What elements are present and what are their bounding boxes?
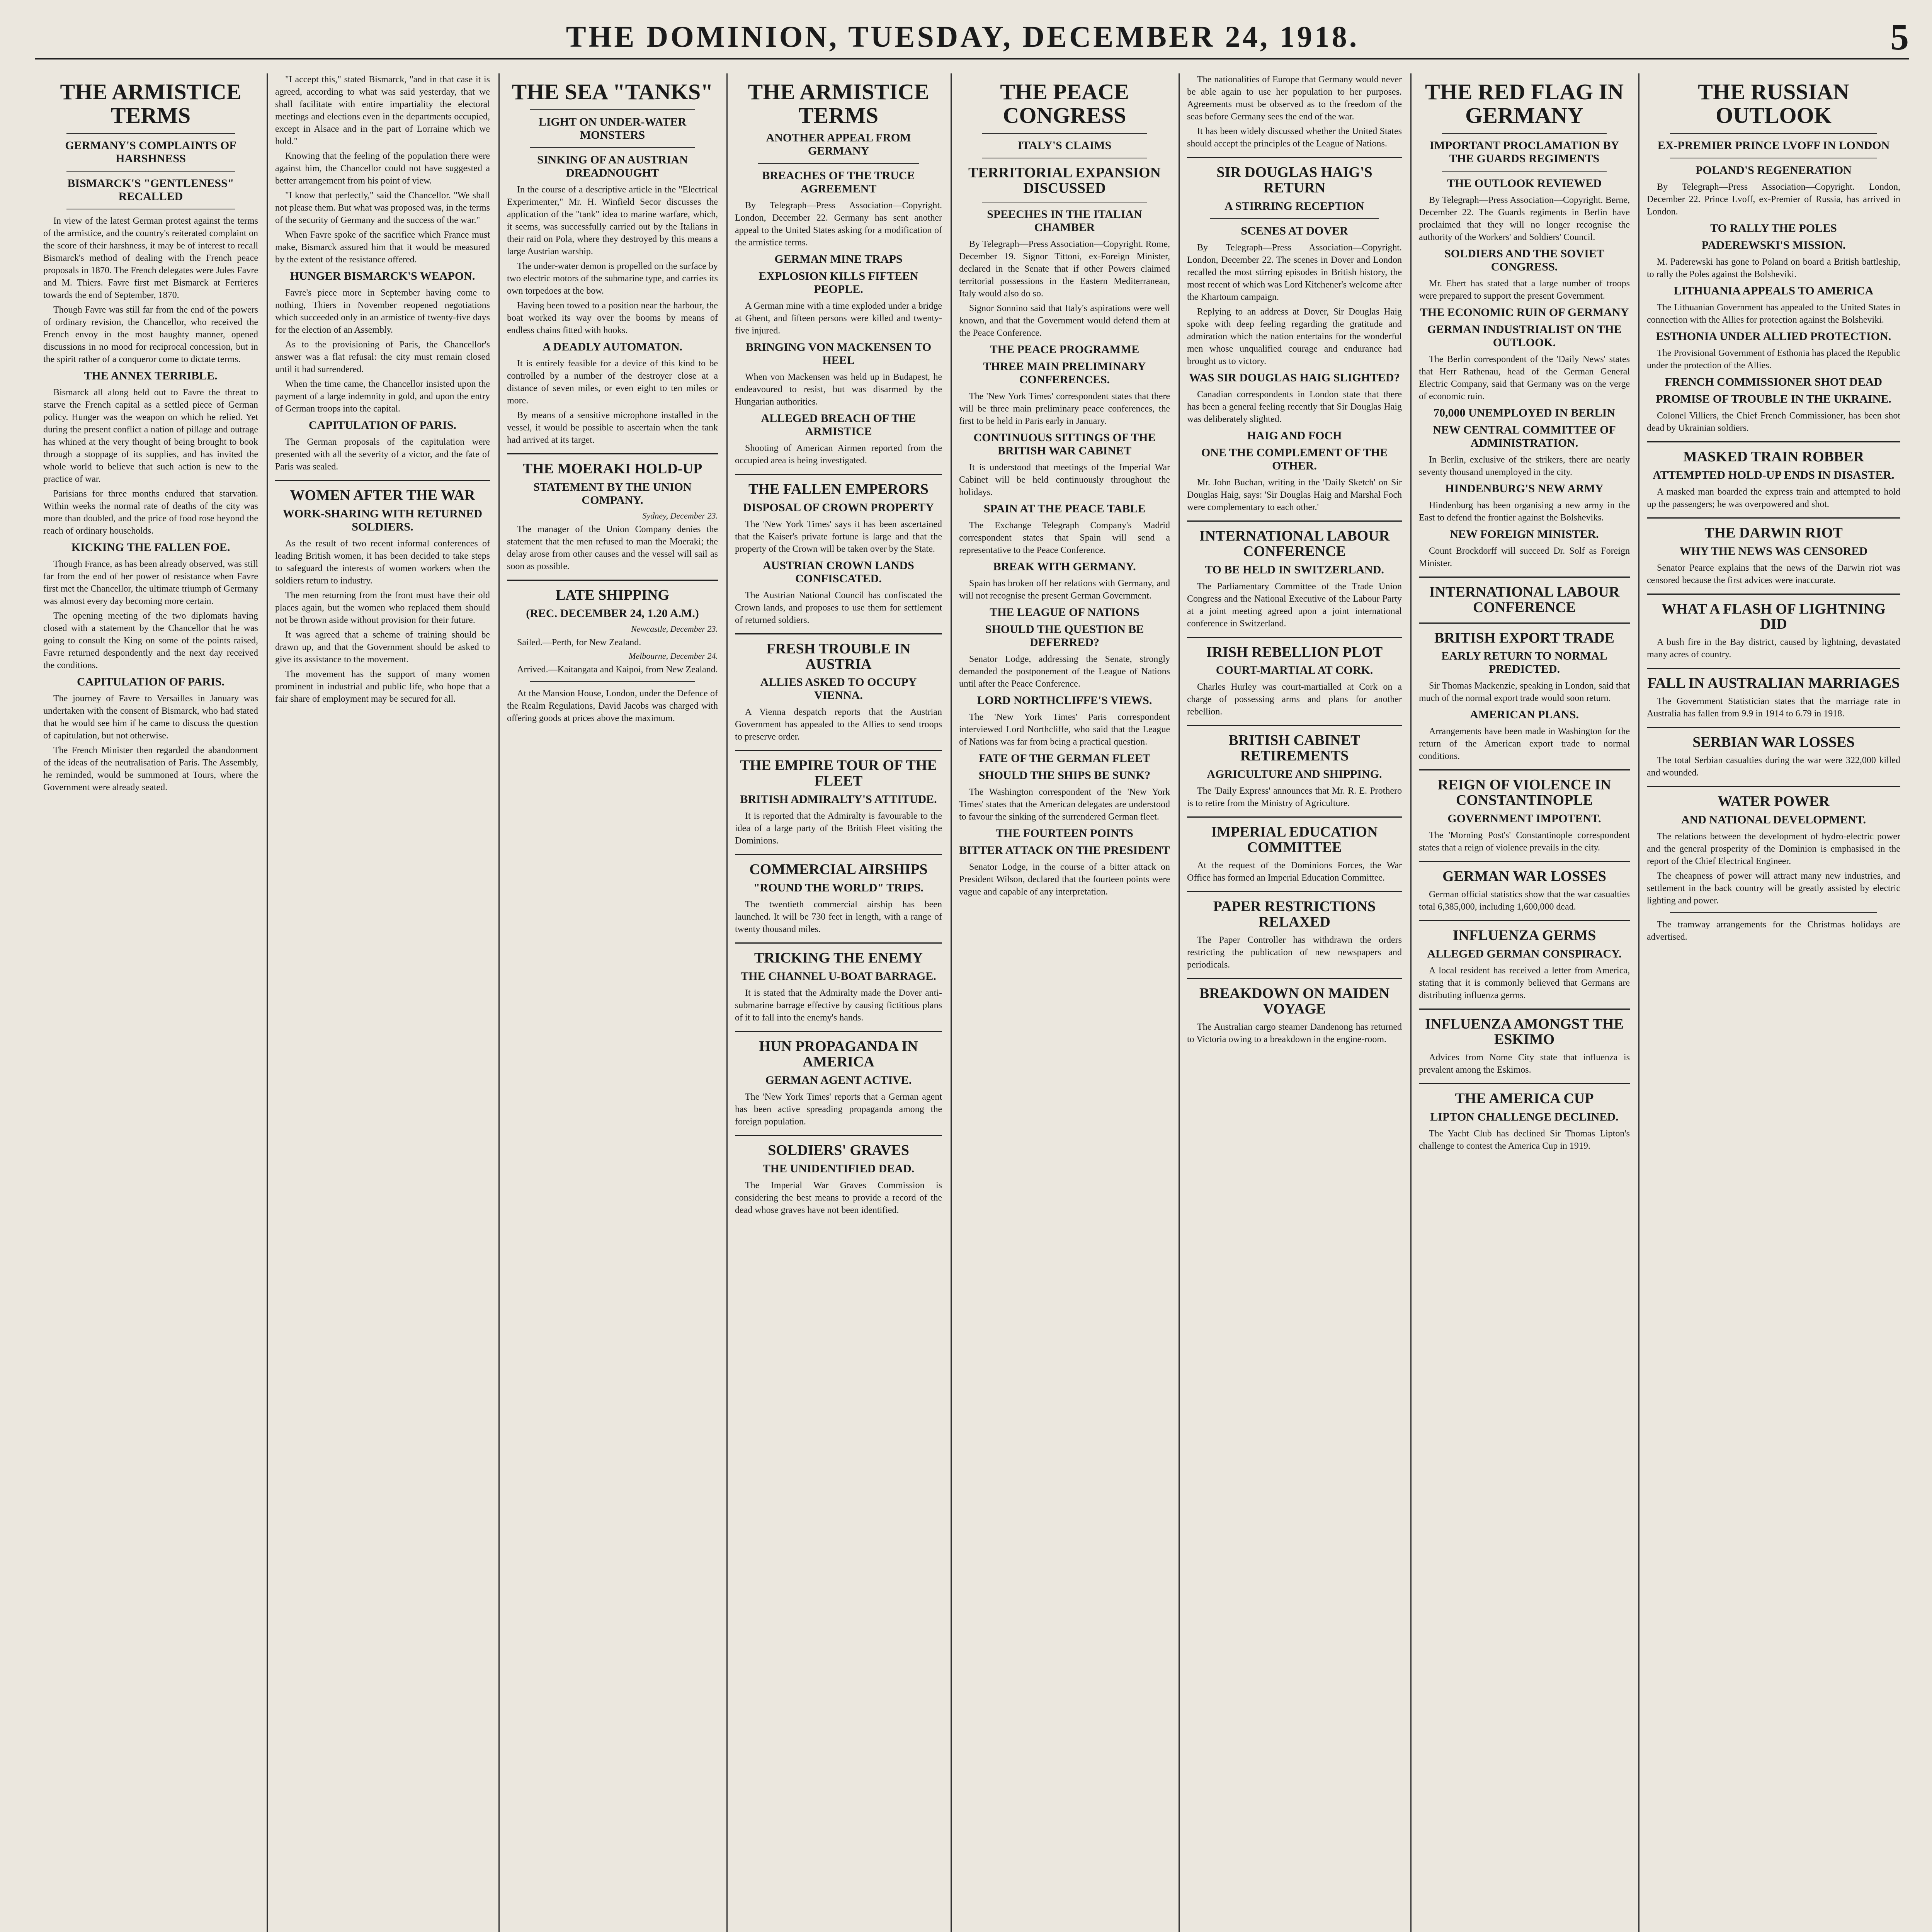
headline: BRITISH CABINET RETIREMENTS (1228, 732, 1361, 764)
paragraph: The manager of the Union Company denies the statement that the men refused to man the Moeraki; the delay arose from other causes and the vessel will sail as soon as possible. (507, 524, 718, 571)
section-heading: ESTHONIA UNDER ALLIED PROTECTION. (1656, 330, 1891, 343)
paragraph: In view of the latest German protest against the terms of the armistice, and the country's reiterated complaint on the score of their harshness, it may be of interest to recall Bismarck's method of dealing with the French peace proposals in 1870. The French delegates were Jules Favre and M. Thiers. Favre first met Bismarck at Ferrieres towards the end of September, 1870. (43, 216, 258, 300)
headline: THE RED FLAG IN GERMANY (1425, 79, 1624, 128)
headline: BRITISH EXPORT TRADE (1434, 629, 1615, 646)
paragraph: Though France, as has been already observed, was still far from the end of her power of resistance when Favre first met the Chancellor, the ultimate triumph of Germany was almost every day becoming more certain. (43, 559, 258, 606)
divider (735, 750, 942, 751)
paragraph: The 'New York Times' correspondent states that there will be three main preliminary peace conferences, the first to be held in Paris early in January. (959, 391, 1170, 426)
section-subheading: SHOULD THE SHIPS BE SUNK? (978, 769, 1151, 782)
subheadline: TO BE HELD IN SWITZERLAND. (1205, 563, 1384, 576)
divider (530, 147, 695, 148)
paragraph: The Paper Controller has withdrawn the orders restricting the publication of new newspapers and periodicals. (1187, 935, 1402, 970)
section-subheading: THREE MAIN PRELIMINARY CONFERENCES. (983, 360, 1146, 386)
headline: HUN PROPAGANDA IN AMERICA (759, 1038, 918, 1070)
headline: INFLUENZA AMONGST THE ESKIMO (1425, 1016, 1624, 1048)
headline: WHAT A FLASH OF LIGHTNING DID (1662, 600, 1886, 633)
divider (1647, 786, 1900, 787)
paragraph: The movement has the support of many women prominent in industrial and public life, who hope that a fair share of employment may be secured for all. (275, 669, 490, 704)
subheadline: ALLEGED GERMAN CONSPIRACY. (1427, 947, 1622, 961)
paragraph: The relations between the development of hydro-electric power and the general prosperity of the Dominion is emphasised in the report of the Chief Electrical Engineer. (1647, 832, 1900, 867)
paragraph: The German proposals of the capitulation were presented with all the severity of a victor, and the fate of Paris was sealed. (275, 437, 490, 472)
paragraph: Colonel Villiers, the Chief French Commissioner, has been shot dead by Ukrainian soldiers. (1647, 410, 1900, 433)
paragraph: Senator Lodge, addressing the Senate, strongly demanded the postponement of the League of Nations until after the Peace Conference. (959, 654, 1170, 689)
paragraph: At the Mansion House, London, under the Defence of the Realm Regulations, David Jacobs was charged with offering goods at prices above the maximum. (507, 688, 718, 723)
headline: GERMAN WAR LOSSES (1442, 868, 1606, 885)
section-heading: KICKING THE FALLEN FOE. (71, 541, 230, 554)
subheadline: THE CHANNEL U-BOAT BARRAGE. (741, 970, 936, 983)
paragraph: The opening meeting of the two diplomats having closed with a statement by the Chancellor that he was going to consult the King on some of the points raised, Favre returned despondently and the next day received the conditions. (43, 611, 258, 670)
subheadline: BREACHES OF THE TRUCE AGREEMENT (762, 169, 915, 195)
section-heading: SOLDIERS AND THE SOVIET CONGRESS. (1444, 247, 1604, 273)
section-heading: FRENCH COMMISSIONER SHOT DEAD (1665, 375, 1883, 388)
headline: THE ARMISTICE TERMS (60, 79, 242, 128)
section-subheading: EXPLOSION KILLS FIFTEEN PEOPLE. (759, 269, 918, 296)
divider (1647, 441, 1900, 442)
subheadline: EX-PREMIER PRINCE LVOFF IN LONDON (1657, 139, 1890, 152)
divider (66, 171, 235, 172)
paragraph: As to the provisioning of Paris, the Chancellor's answer was a flat refusal: the city must remain closed until it had surrendered. (275, 340, 490, 374)
paragraph: The Yacht Club has declined Sir Thomas Lipton's challenge to contest the America Cup in 1919. (1419, 1128, 1630, 1151)
divider (1670, 912, 1877, 913)
paragraph: By Telegraph—Press Association—Copyright. London, December 22. The scenes in Dover and London recalled the most stirring episodes in British history, the most recent of which was Lord Kitchener's welcome after the Khartoum campaign. (1187, 242, 1402, 302)
paragraph: Sir Thomas Mackenzie, speaking in London, said that much of the normal export trade would soon return. (1419, 681, 1630, 704)
paragraph: The journey of Favre to Versailles in January was undertaken with the consent of Bismarck, who had stated that he would see him if he came to discuss the question of capitulation, but not otherwise. (43, 693, 258, 741)
divider (735, 633, 942, 634)
headline: WOMEN AFTER THE WAR (290, 487, 475, 503)
section-heading: HUNGER BISMARCK'S WEAPON. (290, 270, 475, 282)
subheadline: (REC. DECEMBER 24, 1.20 A.M.) (526, 607, 699, 620)
headline: THE ARMISTICE TERMS (748, 79, 929, 128)
section-heading: CAPITULATION OF PARIS. (77, 675, 224, 688)
divider (758, 163, 919, 164)
paragraph: Replying to an address at Dover, Sir Douglas Haig spoke with deep feeling regarding the gratitude and admiration which the nation entertains for the wonderful men whose unqualified courage and endurance had brought us to victory. (1187, 306, 1402, 366)
paragraph: When the time came, the Chancellor insisted upon the payment of a large indemnity in gold, and upon the entry of German troops into the capital. (275, 379, 490, 414)
paragraph: German official statistics show that the war casualties total 6,385,000, including 1,600,000 dead. (1419, 889, 1630, 912)
paragraph: Signor Sonnino said that Italy's aspirations were well known, and that the Government would defend them at the Peace Conference. (959, 303, 1170, 338)
paragraph: The 'New York Times' Paris correspondent interviewed Lord Northcliffe, who said that the League of Nations was far from being a practical question. (959, 712, 1170, 747)
paragraph: Charles Hurley was court-martialled at Cork on a charge of possessing arms and plans for another rebellion. (1187, 682, 1402, 717)
paragraph: A masked man boarded the express train and attempted to hold up the passengers; he was overpowered and shot. (1647, 486, 1900, 509)
section-subheading: GERMAN INDUSTRIALIST ON THE OUTLOOK. (1427, 323, 1622, 349)
subheadline: ITALY'S CLAIMS (1017, 139, 1112, 152)
paragraph: The Lithuanian Government has appealed to the United States in connection with the Allies for protection against the Bolsheviki. (1647, 302, 1900, 325)
masthead-title: THE DOMINION, TUESDAY, DECEMBER 24, 1918. (566, 20, 1359, 53)
headline: SIR DOUGLAS HAIG'S RETURN (1216, 164, 1372, 196)
subheadline: ATTEMPTED HOLD-UP ENDS IN DISASTER. (1653, 468, 1895, 481)
divider (1419, 920, 1630, 921)
section-heading: FATE OF THE GERMAN FLEET (979, 752, 1150, 765)
paragraph: The Provisional Government of Esthonia has placed the Republic under the protection of the Allies. (1647, 348, 1900, 371)
section-heading: LORD NORTHCLIFFE'S VIEWS. (977, 694, 1152, 707)
subheadline: LIGHT ON UNDER-WATER MONSTERS (538, 115, 687, 141)
divider (735, 854, 942, 855)
headline: THE DARWIN RIOT (1704, 524, 1843, 541)
paragraph: The Parliamentary Committee of the Trade Union Congress and the National Executive of the Labour Party at a joint meeting agreed upon a joint international conference in Switzerland. (1187, 581, 1402, 629)
paragraph: The 'Morning Post's' Constantinople correspondent states that a reign of violence prevails in the city. (1419, 830, 1630, 853)
paragraph: The Austrian National Council has confiscated the Crown lands, and proposes to use them for settlement of returned soldiers. (735, 590, 942, 625)
paragraph: It is entirely feasible for a device of this kind to be controlled by a number of the destroyer close at a distance of seven miles, or even eight to ten miles or more. (507, 358, 718, 406)
headline: BREAKDOWN ON MAIDEN VOYAGE (1199, 985, 1389, 1017)
headline: IRISH REBELLION PLOT (1206, 644, 1383, 660)
section-heading: GERMAN MINE TRAPS (774, 252, 903, 265)
subheadline: GOVERNMENT IMPOTENT. (1447, 812, 1601, 825)
paragraph: In Berlin, exclusive of the strikers, there are nearly seventy thousand unemployed in the city. (1419, 454, 1630, 477)
paragraph: "I know that perfectly," said the Chancellor. "We shall not please them. But what was proposed was, in the terms of the security of Germany and the success of the war." (275, 190, 490, 225)
paragraph: Mr. John Buchan, writing in the 'Daily Sketch' on Sir Douglas Haig, says: 'Sir Douglas Haig and Marshal Foch were complementary to each other.' (1187, 477, 1402, 512)
paragraph: Advices from Nome City state that influenza is prevalent among the Eskimos. (1419, 1052, 1630, 1075)
section-subheading: PADEREWSKI'S MISSION. (1701, 238, 1846, 252)
paragraph: When Favre spoke of the sacrifice which France must make, Bismarck assured him that it would be measured by the extent of the resistance offered. (275, 230, 490, 265)
headline: SERBIAN WAR LOSSES (1692, 734, 1855, 751)
headline: THE MOERAKI HOLD-UP (522, 460, 702, 477)
subheadline: THE UNIDENTIFIED DEAD. (762, 1162, 915, 1175)
paragraph: Favre's piece more in September having come to nothing, Thiers in November reopened negotiations which succeeded only in an armistice of twenty-five days for the election of an Assembly. (275, 288, 490, 335)
paragraph: Having been towed to a position near the harbour, the boat worked its way over the booms by means of endless chains fitted with hooks. (507, 300, 718, 335)
paragraph: It has been widely discussed whether the United States should accept the principles of the League of Nations. (1187, 126, 1402, 149)
divider (1647, 517, 1900, 519)
divider (1419, 769, 1630, 770)
paragraph: It is reported that the Admiralty is favourable to the idea of a large party of the British Fleet visiting the Dominions. (735, 811, 942, 846)
subheadline: ANOTHER APPEAL FROM GERMANY (766, 131, 911, 157)
paragraph: A German mine with a time exploded under a bridge at Ghent, and fifteen persons were killed and twenty-five injured. (735, 301, 942, 336)
divider (1187, 978, 1402, 979)
divider (507, 453, 718, 454)
headline: THE PEACE CONGRESS (1000, 79, 1129, 128)
section-heading: THE PEACE PROGRAMME (990, 343, 1139, 356)
headline: PAPER RESTRICTIONS RELAXED (1213, 898, 1376, 930)
paragraph: The under-water demon is propelled on the surface by two electric motors of the submarine type, and carries its own torpedoes at the bow. (507, 261, 718, 296)
subheadline: A STIRRING RECEPTION (1225, 199, 1364, 213)
divider (1442, 171, 1607, 172)
section-heading: THE FOURTEEN POINTS (996, 827, 1133, 840)
column-3 (498, 73, 726, 1932)
headline: LATE SHIPPING (556, 587, 669, 603)
paragraph: The cheapness of power will attract many new industries, and settlement in the back country will be greatly assisted by electric lighting and power. (1647, 871, 1900, 906)
headline: THE FALLEN EMPERORS (748, 481, 929, 497)
paragraph: Spain has broken off her relations with Germany, and will not recognise the present German Government. (959, 578, 1170, 601)
subheadline: POLAND'S REGENERATION (1696, 163, 1852, 177)
paragraph: The tramway arrangements for the Christmas holidays are advertised. (1647, 920, 1900, 942)
divider (1187, 520, 1402, 522)
paragraph: Canadian correspondents in London state that there has been a general feeling recently that Sir Douglas Haig was deliberately slighted. (1187, 389, 1402, 424)
paragraph: The twentieth commercial airship has been launched. It will be 730 feet in length, with a range of twenty thousand miles. (735, 900, 942, 935)
column-7 (1410, 73, 1638, 1932)
subheadline: GERMAN AGENT ACTIVE. (765, 1073, 912, 1087)
headline: FRESH TROUBLE IN AUSTRIA (766, 640, 911, 672)
paragraph: The 'Daily Express' announces that Mr. R. E. Prothero is to retire from the Ministry of Agriculture. (1187, 786, 1402, 809)
paragraph: The men returning from the front must have their old places again, but the women who replaced them should not be thrown aside without provision for their future. (275, 590, 490, 625)
column-8 (1638, 73, 1909, 1932)
paragraph: By Telegraph—Press Association—Copyright. London, December 22. Germany has sent another appeal to the United States asking for a modification of the armistice terms. (735, 200, 942, 248)
section-heading: TO RALLY THE POLES (1710, 221, 1837, 235)
paragraph: Arrangements have been made in Washington for the return of the American export trade to normal conditions. (1419, 726, 1630, 762)
subheadline: WORK-SHARING WITH RETURNED SOLDIERS. (282, 507, 483, 533)
paragraph: Senator Lodge, in the course of a bitter attack on President Wilson, declared that the fourteen points were vague and capable of any interpretation. (959, 862, 1170, 897)
section-heading: ALLEGED BREACH OF THE ARMISTICE (761, 412, 916, 438)
paragraph: Hindenburg has been organising a new army in the East to defend the frontier against the Bolsheviks. (1419, 500, 1630, 523)
divider (1670, 133, 1877, 134)
divider (530, 681, 695, 682)
subheadline: ALLIES ASKED TO OCCUPY VIENNA. (760, 676, 917, 702)
paragraph: By Telegraph—Press Association—Copyright. London, December 22. Prince Lvoff, ex-Premier of Russia, has arrived in London. (1647, 182, 1900, 217)
divider (530, 109, 695, 110)
paragraph: A Vienna despatch reports that the Austrian Government has appealed to the Allies to send troops to preserve order. (735, 707, 942, 742)
paragraph: "I accept this," stated Bismarck, "and in that case it is agreed, according to what was said yesterday, that we shall facilitate with entire impartiality the electoral meetings and elections even in the departments occupied, except in Alsace and in the part of Lorraine which we hold." (275, 75, 490, 146)
divider (1187, 891, 1402, 892)
subheadline: AND NATIONAL DEVELOPMENT. (1681, 813, 1866, 827)
paragraph: The Exchange Telegraph Company's Madrid correspondent states that Spain will send a representative to the Peace Conference. (959, 520, 1170, 555)
headline: INTERNATIONAL LABOUR CONFERENCE (1199, 527, 1390, 560)
section-heading: CONTINUOUS SITTINGS OF THE BRITISH WAR CABINET (973, 431, 1156, 457)
paragraph: When von Mackensen was held up in Budapest, he endeavoured to resist, but was disarmed by the Hungarian authorities. (735, 372, 942, 407)
paragraph: It is stated that the Admiralty made the Dover anti-submarine barrage effective by causing fictitious plans of it to fall into the enemy's hands. (735, 988, 942, 1023)
section-heading: BRINGING VON MACKENSEN TO HEEL (745, 340, 932, 367)
subheadline: TERRITORIAL EXPANSION DISCUSSED (968, 164, 1161, 196)
divider (1187, 725, 1402, 726)
subheadline: SINKING OF AN AUSTRIAN DREADNOUGHT (537, 153, 688, 179)
dateline: Sydney, December 23. (642, 510, 718, 520)
subheadline: LIPTON CHALLENGE DECLINED. (1430, 1110, 1619, 1123)
divider (1647, 727, 1900, 728)
section-heading: CAPITULATION OF PARIS. (309, 419, 456, 432)
section-heading: HAIG AND FOCH (1247, 429, 1342, 442)
headline: REIGN OF VIOLENCE IN CONSTANTINOPLE (1437, 777, 1611, 809)
divider (1187, 816, 1402, 818)
section-heading: WAS SIR DOUGLAS HAIG SLIGHTED? (1189, 371, 1400, 384)
paragraph: The Berlin correspondent of the 'Daily News' states that Herr Rathenau, head of the German General Electric Company, said that Germany was on the verge of economic ruin. (1419, 354, 1630, 401)
section-heading: LITHUANIA APPEALS TO AMERICA (1673, 284, 1874, 297)
headline: MASKED TRAIN ROBBER (1683, 448, 1864, 465)
paragraph: In the course of a descriptive article in the "Electrical Experimenter," Mr. H. Winfield Secor discusses the application of the "tank" idea to marine warfare, which, it seems, was successfully carried out by the Italians in their raid on Pola, where they destroyed by this means a large Austrian warship. (507, 184, 718, 257)
paragraph: By means of a sensitive microphone installed in the vessel, it would be possible to ascertain when the tank had arrived at its target. (507, 410, 718, 445)
subheadline: IMPORTANT PROCLAMATION BY THE GUARDS REGIMENTS (1429, 139, 1619, 165)
section-subheading: ONE THE COMPLEMENT OF THE OTHER. (1201, 446, 1388, 472)
divider (66, 133, 235, 134)
subheadline: COURT-MARTIAL AT CORK. (1216, 664, 1373, 677)
subheadline: AGRICULTURE AND SHIPPING. (1207, 768, 1382, 781)
divider (735, 1135, 942, 1136)
section-subheading: SHOULD THE QUESTION BE DEFERRED? (985, 622, 1144, 649)
subheadline: "ROUND THE WORLD" TRIPS. (753, 881, 924, 895)
paragraph: The French Minister then regarded the abandonment of the ideas of the neutralisation of Paris. The Assembly, he reminded, would be summoned at Tours, where the Government were already seated. (43, 745, 258, 793)
divider (507, 580, 718, 581)
paragraph: Though Favre was still far from the end of the powers of ordinary revision, the Chancellor, who received the French envoy in the most haughty manner, opened discussions in no mood for reciprocal concession, but in the spirit rather of a conqueror come to dictate terms. (43, 304, 258, 364)
subheadline: GERMANY'S COMPLAINTS OF HARSHNESS (65, 139, 236, 165)
paragraph: At the request of the Dominions Forces, the War Office has formed an Imperial Education Committee. (1187, 861, 1402, 883)
divider (1442, 133, 1607, 134)
divider (275, 480, 490, 481)
paragraph: The 'New York Times' reports that a German agent has been active spreading propaganda among the foreign population. (735, 1092, 942, 1127)
divider (1419, 1009, 1630, 1010)
section-subheading: PROMISE OF TROUBLE IN THE UKRAINE. (1656, 392, 1891, 405)
headline: INTERNATIONAL LABOUR CONFERENCE (1429, 583, 1620, 616)
column-2 (267, 73, 498, 1932)
paragraph: The Imperial War Graves Commission is considering the best means to provide a record of the dead whose graves have not been identified. (735, 1180, 942, 1215)
paragraph: Parisians for three months endured that starvation. Within weeks the normal rate of deaths of the city was more than doubled, and the price of food rose beyond the reach of ordinary households. (43, 488, 258, 536)
divider (1647, 594, 1900, 595)
headline: THE AMERICA CUP (1455, 1090, 1594, 1107)
headline: INFLUENZA GERMS (1452, 927, 1596, 944)
subheadline: SPEECHES IN THE ITALIAN CHAMBER (987, 207, 1142, 234)
headline: THE RUSSIAN OUTLOOK (1698, 79, 1849, 128)
headline: TRICKING THE ENEMY (754, 950, 923, 966)
divider (1647, 668, 1900, 669)
divider (1187, 637, 1402, 638)
section-subheading: NEW CENTRAL COMMITTEE OF ADMINISTRATION. (1433, 423, 1616, 449)
section-heading: 70,000 UNEMPLOYED IN BERLIN (1433, 406, 1616, 419)
divider (1419, 577, 1630, 578)
paragraph: It is understood that meetings of the Imperial War Cabinet will be held continuously throughout the holidays. (959, 462, 1170, 497)
divider (1419, 861, 1630, 862)
headline: FALL IN AUSTRALIAN MARRIAGES (1647, 675, 1900, 692)
dateline: Newcastle, December 23. (631, 624, 718, 634)
headline: IMPERIAL EDUCATION COMMITTEE (1211, 824, 1378, 856)
subheadline: THE OUTLOOK REVIEWED (1447, 177, 1602, 190)
section-heading: BREAK WITH GERMANY. (993, 560, 1136, 573)
paragraph: Bismarck all along held out to Favre the threat to starve the French capital as a settled piece of German policy. Hunger was the weapon on which he relied. Yet during the present conflict a nation of pillage and outrage has whined at the very thought of being brought to book through a stoppage of its supplies, and has invited the whole world to believe that such action is new to the practice of war. (43, 387, 258, 484)
masthead (35, 15, 1909, 60)
subheadline: WHY THE NEWS WAS CENSORED (1679, 544, 1868, 558)
paragraph: Senator Pearce explains that the news of the Darwin riot was censored because the first advices were inaccurate. (1647, 563, 1900, 585)
paragraph: The Government Statistician states that the marriage rate in Australia has fallen from 9.9 in 1914 to 6.79 in 1918. (1647, 696, 1900, 719)
subheadline: DISPOSAL OF CROWN PROPERTY (743, 501, 934, 514)
subheadline: EARLY RETURN TO NORMAL PREDICTED. (1441, 650, 1607, 676)
headline: WATER POWER (1718, 793, 1830, 810)
paragraph: A bush fire in the Bay district, caused by lightning, devastated many acres of country. (1647, 637, 1900, 660)
subheadline: SCENES AT DOVER (1241, 224, 1348, 237)
paragraph: Count Brockdorff will succeed Dr. Solf as Foreign Minister. (1419, 546, 1630, 568)
headline: COMMERCIAL AIRSHIPS (749, 861, 928, 878)
column-1 (35, 73, 267, 1932)
headline: THE SEA "TANKS" (512, 79, 713, 104)
divider (1419, 622, 1630, 624)
divider (1210, 218, 1379, 219)
subheadline: BRITISH ADMIRALTY'S ATTITUDE. (740, 793, 937, 806)
section-heading: HINDENBURG'S NEW ARMY (1445, 482, 1604, 495)
paragraph: By Telegraph—Press Association—Copyright. Rome, December 19. Signor Tittoni, ex-Foreign Minister, declared in the Senate that if other Powers claimed territorial possessions in the Eastern Mediterranean, Italy would also do so. (959, 239, 1170, 299)
paragraph: The 'New York Times' says it has been ascertained that the Kaiser's private fortune is large and that the property of the Crown will be taken over by the State. (735, 519, 942, 554)
divider (982, 133, 1147, 134)
subheadline: STATEMENT BY THE UNION COMPANY. (533, 480, 692, 507)
section-heading: THE ECONOMIC RUIN OF GERMANY (1420, 306, 1629, 319)
column-4 (726, 73, 951, 1932)
page-number: 5 (1890, 16, 1909, 58)
section-heading: THE ANNEX TERRIBLE. (84, 369, 218, 382)
section-subheading: BITTER ATTACK ON THE PRESIDENT (959, 844, 1170, 857)
section-heading: A DEADLY AUTOMATON. (542, 340, 683, 353)
paragraph: It was agreed that a scheme of training should be drawn up, and that the Government should be asked to give its assistance to the movement. (275, 629, 490, 665)
divider (735, 474, 942, 475)
section-heading: THE LEAGUE OF NATIONS (990, 605, 1139, 619)
column-6 (1179, 73, 1410, 1932)
paragraph: The total Serbian casualties during the war were 322,000 killed and wounded. (1647, 755, 1900, 778)
paragraph: The Washington correspondent of the 'New York Times' states that the American delegates are understood to favour the sinking of the surrendered German fleet. (959, 787, 1170, 822)
section-heading: AMERICAN PLANS. (1470, 708, 1579, 721)
dateline: Melbourne, December 24. (629, 651, 718, 661)
paragraph: Sailed.—Perth, for New Zealand. (517, 637, 641, 648)
subheadline: AUSTRIAN CROWN LANDS CONFISCATED. (763, 559, 914, 585)
paragraph: Arrived.—Kaitangata and Kaipoi, from New Zealand. (517, 664, 718, 675)
paragraph: The nationalities of Europe that Germany would never be able again to use her population to her purposes. Agreements must be observed as to the freedom of the seas before Germany sees the end of the war. (1187, 75, 1402, 122)
section-heading: SPAIN AT THE PEACE TABLE (983, 502, 1146, 515)
divider (1187, 157, 1402, 158)
paragraph: A local resident has received a letter from America, stating that it is commonly believed that Germans are distributing influenza germs. (1419, 966, 1630, 1001)
headline: SOLDIERS' GRAVES (768, 1142, 909, 1158)
paragraph: Knowing that the feeling of the population there were against him, the Chancellor could not have suggested a better arrangement from his point of view. (275, 151, 490, 186)
subheadline: BISMARCK'S "GENTLENESS" RECALLED (67, 177, 234, 203)
column-5 (951, 73, 1179, 1932)
paragraph: Mr. Ebert has stated that a large number of troops were prepared to support the present Government. (1419, 278, 1630, 301)
paragraph: Shooting of American Airmen reported from the occupied area is being investigated. (735, 443, 942, 466)
paragraph: M. Paderewski has gone to Poland on board a British battleship, to rally the Poles against the Bolsheviki. (1647, 257, 1900, 279)
divider (1419, 1083, 1630, 1084)
paragraph: As the result of two recent informal conferences of leading British women, it has been decided to take steps to safeguard the interests of women workers when the soldiers return to industry. (275, 538, 490, 586)
section-heading: NEW FOREIGN MINISTER. (1450, 527, 1599, 541)
divider (735, 942, 942, 944)
paragraph: By Telegraph—Press Association—Copyright. Berne, December 22. The Guards regiments in Berlin have proclaimed that they will no longer recognise the authority of the Workers' and Soldiers' Council. (1419, 195, 1630, 242)
paragraph: The Australian cargo steamer Dandenong has returned to Victoria owing to a breakdown in the engine-room. (1187, 1022, 1402, 1044)
divider (735, 1031, 942, 1032)
headline: THE EMPIRE TOUR OF THE FLEET (740, 757, 937, 789)
